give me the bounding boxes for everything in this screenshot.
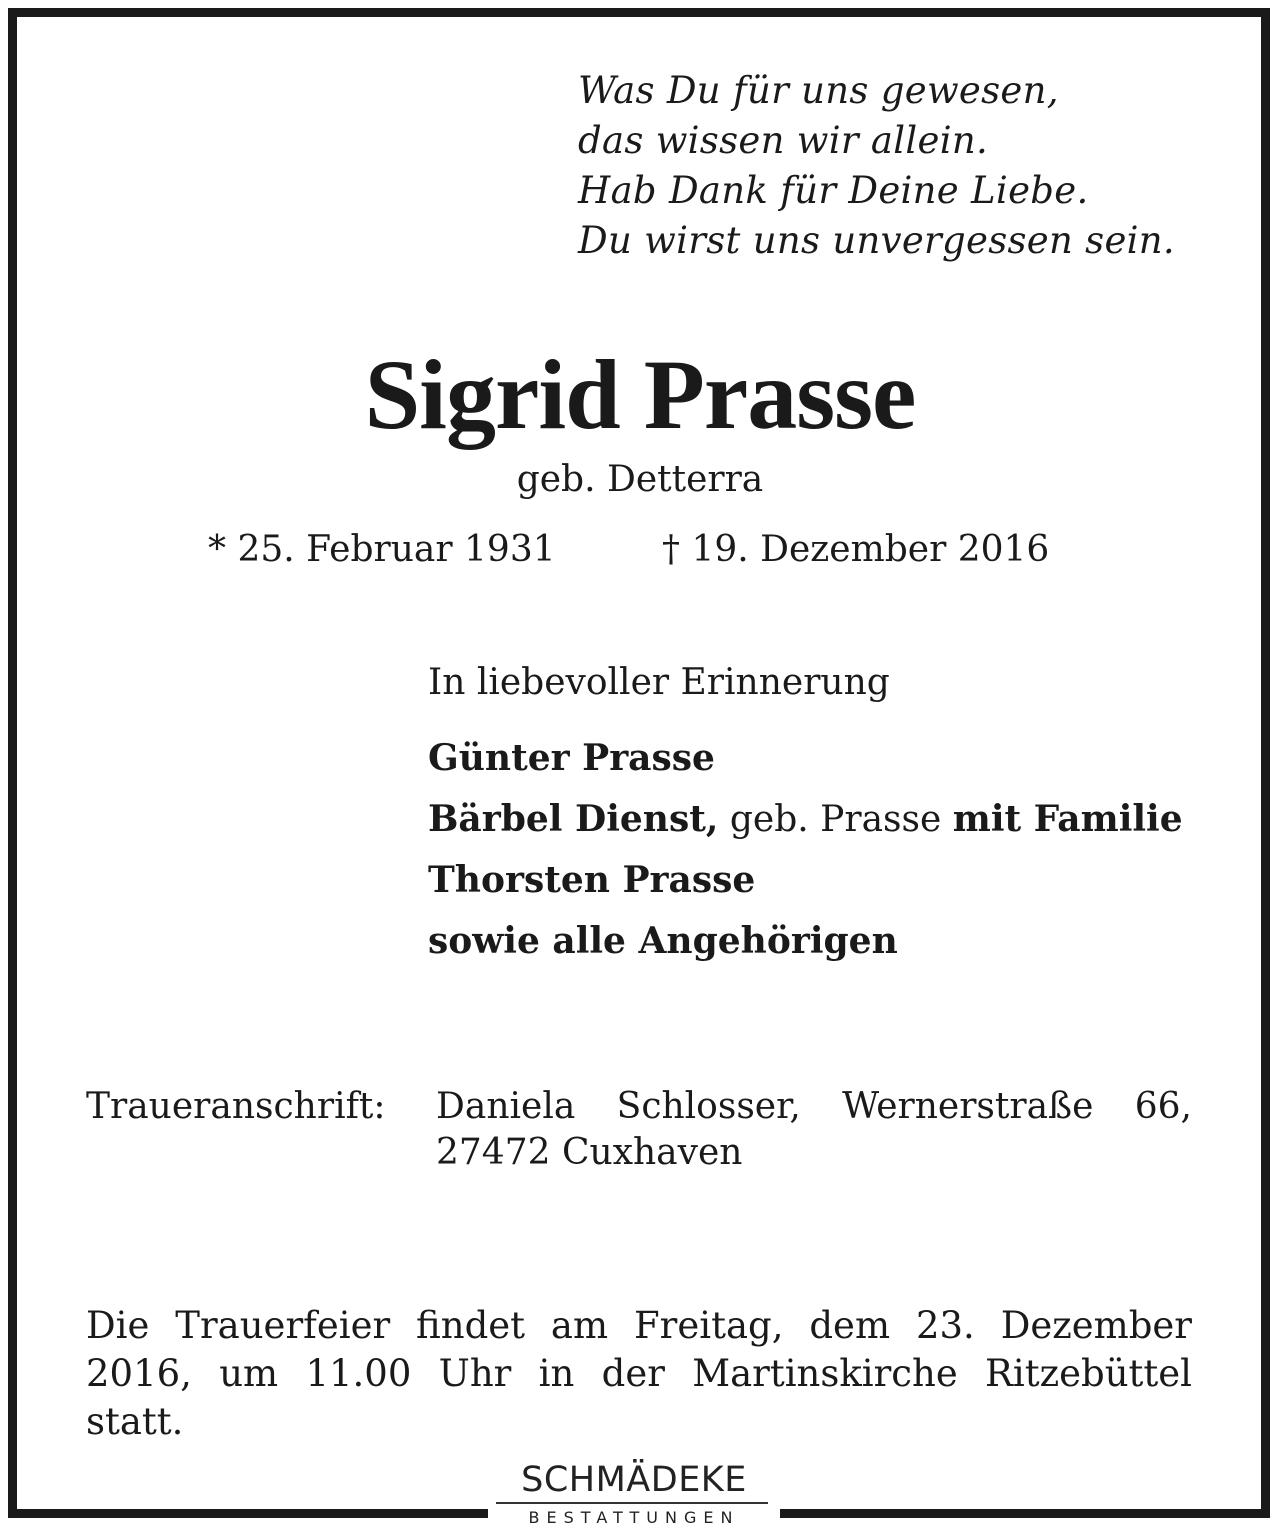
mourner-name: Thorsten Prasse [428,859,756,901]
funeral-home-logo: SCHMÄDEKE [521,1460,747,1500]
maiden-name: geb. Detterra [516,459,764,500]
poem-line: das wissen wir allein. [578,119,989,162]
funeral-home-subtitle: BESTATTUNGEN [528,1508,740,1527]
ceremony-notice: Die Trauerfeier findet am Freitag, dem 23. Dezember 2016, um 11.00 Uhr in der Martinskirche Ritzebüttel statt. [86,1304,1192,1443]
address-label: Traueranschrift: [86,1086,386,1127]
mourner-relatives: sowie alle Angehörigen [428,920,898,962]
poem-line: Du wirst uns unvergessen sein. [578,219,1175,262]
birth-date: * 25. Februar 1931 [208,529,556,570]
memory-intro: In liebevoller Erinnerung [428,662,890,703]
poem [578,66,1175,266]
address-line-1: Daniela Schlosser, Wernerstraße 66, [436,1086,1192,1127]
mourner-maiden-name: geb. Prasse [718,799,953,840]
mourners-list [428,728,1183,972]
address-line-2: 27472 Cuxhaven [436,1132,743,1173]
mourner-name: Günter Prasse [428,737,715,779]
mourner-line [428,789,1183,850]
mourner-family: mit Familie [952,798,1183,840]
death-date: † 19. Dezember 2016 [662,529,1050,570]
poem-line: Was Du für uns gewesen, [578,69,1059,112]
logo-divider [496,1502,768,1504]
mourner-name: Bärbel Dienst, [428,798,719,840]
deceased-name: Sigrid Prasse [364,339,916,450]
poem-line: Hab Dank für Deine Liebe. [578,169,1089,212]
